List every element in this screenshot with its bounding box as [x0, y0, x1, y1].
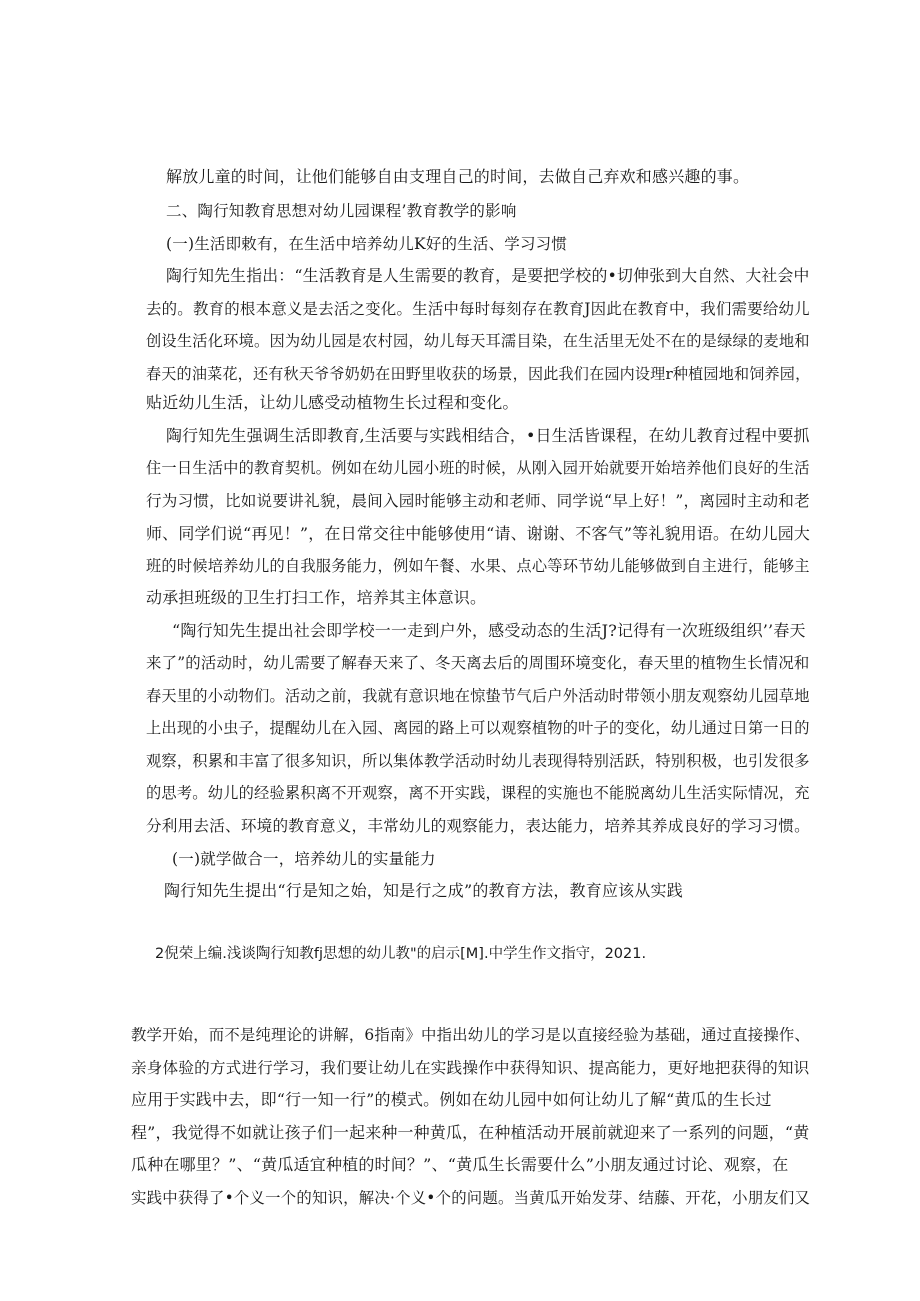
paragraph-line: 观察，积累和丰富了很多知识，所以集体教学活动时幼儿表现得特别活跃，特别积极，也引发很多 [146, 752, 810, 770]
paragraph-line: 春天的油菜花，还有秋天爷爷奶奶在田野里收获的场景，因此我们在园内设理r种植园地和饲养园， [146, 365, 811, 383]
paragraph-line: 动承担班级的卫生打扫工作，培养其主体意识。 [146, 588, 487, 607]
paragraph-line: 教学开始，而不是纯理论的讲解，6指南》中指出幼儿的学习是以直接经验为基础，通过直接操作、 [131, 1026, 811, 1044]
paragraph-line: 师、同学们说“再见！”，在日常交往中能够使用“请、谢谢、不客气”等礼貌用语。在幼儿园大 [146, 524, 811, 543]
paragraph-line: 亲身体验的方式进行学习，我们要让幼儿在实践操作中获得知识、提高能力，更好地把获得的知识 [131, 1059, 810, 1077]
paragraph-line: 陶行知先生强调生活即教育,生活要与实践相结合，•日生活皆课程，在幼儿教育过程中要抓 [166, 426, 810, 445]
paragraph-line: “陶行知先生提出社会即学校一一走到户外，感受动态的生活J?记得有一次班级组织’’春天 [172, 621, 806, 640]
paragraph-line: 班的时候培养幼儿的自我服务能力，例如午餐、水果、点心等环节幼儿能够做到自主进行，能够主 [146, 557, 810, 575]
paragraph-line: 春天里的小动物们。活动之前，我就有意识地在惊蛰节气后户外活动时带领小朋友观察幼儿园草地 [146, 687, 810, 705]
paragraph-line: 陶行知先生提出“行是知之始，知是行之成”的教育方法，教育应该从实践 [164, 881, 683, 900]
paragraph-line: 程”，我觉得不如就让孩子们一起来种一种黄瓜，在种植活动开展前就迎来了一系列的问题，“黄 [131, 1123, 810, 1142]
subsection-heading: (一)就学做合一，培养幼儿的实量能力 [172, 850, 436, 868]
paragraph-line: 瓜种在哪里？”、“黄瓜适宜种植的时间？”、“黄瓜生长需要什么”小朋友通过讨论、观察，在 [131, 1155, 789, 1174]
footnote: 2倪荣上编.浅谈陶行知教fj思想的幼儿教"的启示[M].中学生作文指守，2021. [155, 946, 647, 962]
paragraph-line: 去的。教育的根本意义是去活之变化。生活中每时每刻存在教育J因此在教育中，我们需要给幼儿 [146, 300, 810, 318]
subsection-heading: (一)生活即敕有，在生活中培养幼儿K好的生活、学习习惯 [166, 235, 568, 253]
paragraph-line: 分利用去活、环境的教育意义，丰常幼儿的观察能力，表达能力，培养其养成良好的学习习惯。 [146, 817, 810, 835]
paragraph-line: 实践中获得了•个义一个的知识，解决·个义•个的问题。当黄瓜开始发芽、结藤、开花，小朋友们又 [131, 1189, 811, 1207]
paragraph-line: 解放儿童的时间，让他们能够自由支理自己的时间，去做自己弃欢和感兴趣的事。 [166, 167, 750, 186]
paragraph-line: 行为习惯，比如说要讲礼貌，晨间入园时能够主动和老师、同学说“早上好！”，离园时主动和老 [146, 492, 810, 510]
paragraph-line: 陶行知先生指出：“生活教育是人生需要的教育，是要把学校的•切伸张到大自然、大社会中 [166, 266, 810, 285]
paragraph-line: 住一日生活中的教育契机。例如在幼儿园小班的时候，从刚入园开始就要开始培养他们良好的生活 [146, 459, 810, 477]
paragraph-line: 创设生活化环境。因为幼儿园是农村园，幼儿每天耳濡目染，在生活里无处不在的是绿绿的麦地和 [146, 332, 810, 350]
paragraph-line: 上出现的小虫子，提醒幼儿在入园、离园的路上可以观察植物的叶子的变化，幼儿通过日第一日的 [146, 719, 810, 737]
paragraph-line: 的思考。幼儿的经验累积离不开观察，离不开实践，课程的实施也不能脱离幼儿生活实际情况，充 [146, 784, 810, 802]
paragraph-line: 应用于实践中去，即“行一知一行”的模式。例如在幼儿园中如何让幼儿了解“黄瓜的生长过 [131, 1090, 772, 1109]
paragraph-line: 来了”的活动时，幼儿需要了解春天来了、冬天离去后的周围环境变化，春天里的植物生长情况和 [146, 654, 810, 672]
paragraph-line: 贴近幼儿生活，让幼儿感受动植物生长过程和变化。 [146, 393, 519, 412]
section-heading: 二、陶行知教育思想对幼儿园课程’教育教学的影响 [166, 202, 517, 220]
